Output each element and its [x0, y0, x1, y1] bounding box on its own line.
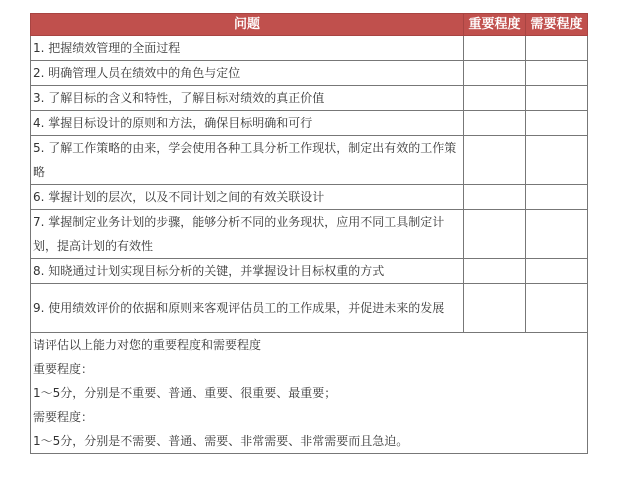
- importance-cell[interactable]: [464, 259, 526, 284]
- table-row: [31, 136, 588, 185]
- need-cell[interactable]: [526, 284, 588, 333]
- importance-cell[interactable]: [464, 210, 526, 259]
- question-cell: 9. 使用绩效评价的依据和原则来客观评估员工的工作成果，并促进未来的发展: [31, 284, 464, 333]
- question-cell: 6. 掌握计划的层次，以及不同计划之间的有效关联设计: [31, 185, 464, 210]
- question-cell: 4. 掌握目标设计的原则和方法，确保目标明确和可行: [31, 111, 464, 136]
- importance-cell[interactable]: [464, 86, 526, 111]
- question-cell: 3. 了解目标的含义和特性，了解目标对绩效的真正价值: [31, 86, 464, 111]
- table-row: [31, 210, 588, 259]
- need-cell[interactable]: [526, 86, 588, 111]
- instructions-cell: [31, 333, 588, 454]
- table-row: [31, 284, 588, 333]
- importance-scale: 1～5分，分别是不重要、普通、重要、很重要、最重要；: [33, 386, 337, 400]
- need-cell[interactable]: [526, 259, 588, 284]
- importance-cell[interactable]: [464, 284, 526, 333]
- question-cell: 7. 掌握制定业务计划的步骤，能够分析不同的业务现状，应用不同工具制定计划，提高计划的有效性: [31, 210, 464, 259]
- importance-cell[interactable]: [464, 185, 526, 210]
- question-cell: 2. 明确管理人员在绩效中的角色与定位: [31, 61, 464, 86]
- importance-cell[interactable]: [464, 36, 526, 61]
- table-row: [31, 259, 588, 284]
- importance-cell[interactable]: [464, 136, 526, 185]
- need-cell[interactable]: [526, 210, 588, 259]
- table-row: [31, 61, 588, 86]
- need-cell[interactable]: [526, 36, 588, 61]
- header-need: 需要程度: [526, 14, 588, 36]
- importance-cell[interactable]: [464, 111, 526, 136]
- note-row: [31, 333, 588, 454]
- importance-cell[interactable]: [464, 61, 526, 86]
- header-importance: 重要程度: [464, 14, 526, 36]
- table-row: [31, 86, 588, 111]
- need-scale: 1～5分，分别是不需要、普通、需要、非常需要、非常需要而且急迫。: [33, 434, 409, 448]
- need-heading: 需要程度：: [33, 410, 94, 424]
- header-question: 问题: [31, 14, 464, 36]
- question-cell: 5. 了解工作策略的由来，学会使用各种工具分析工作现状，制定出有效的工作策略: [31, 136, 464, 185]
- importance-heading: 重要程度：: [33, 362, 94, 376]
- need-cell[interactable]: [526, 111, 588, 136]
- need-cell[interactable]: [526, 61, 588, 86]
- instructions-intro: 请评估以上能力对您的重要程度和需要程度: [33, 338, 262, 352]
- table-row: [31, 185, 588, 210]
- table-row: [31, 36, 588, 61]
- question-cell: 8. 知晓通过计划实现目标分析的关键，并掌握设计目标权重的方式: [31, 259, 464, 284]
- need-cell[interactable]: [526, 185, 588, 210]
- assessment-table: [30, 13, 588, 454]
- header-row: [31, 14, 588, 36]
- need-cell[interactable]: [526, 136, 588, 185]
- question-cell: 1. 把握绩效管理的全面过程: [31, 36, 464, 61]
- table-row: [31, 111, 588, 136]
